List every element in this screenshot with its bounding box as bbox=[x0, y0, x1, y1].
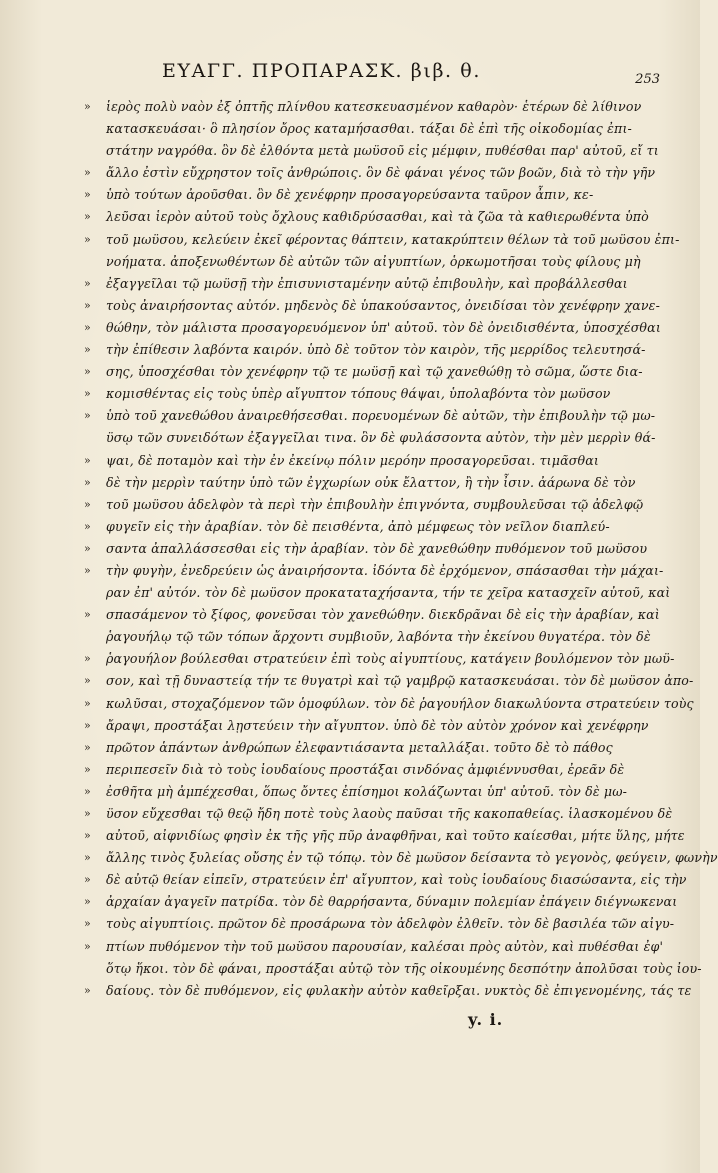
quotation-marker: » bbox=[84, 519, 91, 533]
text-line bbox=[84, 472, 636, 494]
quotation-marker: » bbox=[84, 563, 91, 577]
text-line bbox=[84, 295, 660, 317]
quotation-marker: » bbox=[84, 807, 91, 820]
body-text bbox=[84, 96, 718, 1002]
quotation-marker: » bbox=[84, 784, 91, 798]
text-line bbox=[84, 803, 673, 825]
line-text: αὐτοῦ, αἰφνιδίως φησὶν ἐκ τῆς γῆς πῦρ ἀναφθῆναι, καὶ τοῦτο καίεσθαι, μήτε ὕλης, μήτε bbox=[106, 828, 685, 844]
quotation-marker: » bbox=[84, 740, 91, 754]
line-text: ἱερὸς πολὺ ναὸν ἐξ ὀπτῆς πλίνθου κατεσκευασμένον καθαρὸν· ἑτέρων δὲ λίθινον bbox=[106, 99, 642, 114]
quotation-marker: » bbox=[84, 475, 91, 489]
line-text: σαντα ἀπαλλάσσεσθαι εἰς τὴν ἀραβίαν. τὸν δὲ χανεθώθην πυθόμενον τοῦ μωϋσου bbox=[106, 540, 648, 556]
text-line bbox=[84, 538, 648, 560]
quotation-marker: » bbox=[84, 983, 91, 997]
quotation-marker: » bbox=[84, 608, 91, 622]
text-line bbox=[84, 847, 718, 869]
line-text: σον, καὶ τῇ δυναστείᾳ τήν τε θυγατρὶ καὶ τῷ γαμβρῷ κατασκευάσαι. τὸν δὲ μωϋσον ἀπο- bbox=[106, 673, 694, 689]
line-text: νοήματα. ἀποξενωθέντων δὲ αὐτῶν τῶν αἰγυπτίων, ὁρκωμοτῆσαι τοὺς φίλους μὴ bbox=[106, 253, 641, 269]
text-line bbox=[84, 825, 685, 847]
text-line bbox=[84, 604, 660, 626]
text-line bbox=[84, 494, 644, 516]
text-line bbox=[84, 339, 646, 361]
line-text: τὴν ἐπίθεσιν λαβόντα καιρόν. ὑπὸ δὲ τοῦτον τὸν καιρὸν, τῆς μερρίδος τελευτησά- bbox=[106, 342, 646, 358]
line-text: στάτην ναγρόθα. ὃν δὲ ἐλθόντα μετὰ μωϋσοῦ εἰς μέμφιν, πυθέσθαι παρ' αὐτοῦ, εἴ τι bbox=[106, 143, 659, 159]
quotation-marker: » bbox=[84, 497, 91, 511]
text-line bbox=[84, 737, 613, 759]
line-text: δὲ τὴν μερρὶν ταύτην ὑπὸ τῶν ἐγχωρίων οὐκ ἔλαττον, ἢ τὴν ἶσιν. ἀάρωνα δὲ τὸν bbox=[106, 474, 636, 490]
running-head-title: ΕΥΑΓΓ. ΠΡΟΠΑΡΑΣΚ. βιβ. θ. bbox=[162, 60, 481, 82]
text-line bbox=[84, 450, 599, 472]
text-line bbox=[84, 251, 641, 273]
quotation-marker: » bbox=[84, 873, 91, 887]
quotation-marker: » bbox=[84, 210, 91, 224]
quotation-marker: » bbox=[84, 851, 91, 865]
text-line bbox=[84, 206, 649, 228]
line-text: δὲ αὐτῷ θείαν εἰπεῖν, στρατεύειν ἐπ' αἴγυπτον, καὶ τοὺς ἰουδαίους διασώσαντα, εἰς τὴν bbox=[106, 872, 687, 888]
quotation-marker: » bbox=[84, 453, 91, 467]
line-text: τοῦ μωϋσου, κελεύειν ἐκεῖ φέροντας θάπτειν, κατακρύπτειν θέλων τὰ τοῦ μωϋσου ἐπι- bbox=[106, 231, 680, 247]
text-line bbox=[84, 693, 694, 715]
line-text: τοῦ μωϋσου ἀδελφὸν τὰ περὶ τὴν ἐπιβουλὴν ἐπιγνόντα, συμβουλεῦσαι τῷ ἀδελφῷ bbox=[106, 496, 644, 512]
running-head bbox=[80, 58, 680, 88]
line-text: ἐσθῆτα μὴ ἀμπέχεσθαι, ὅπως ὄντες ἐπίσημοι κολάζωνται ὑπ' αὐτοῦ. τὸν δὲ μω- bbox=[106, 783, 628, 799]
text-line bbox=[84, 715, 649, 737]
quotation-marker: » bbox=[84, 652, 91, 666]
line-text: φυγεῖν εἰς τὴν ἀραβίαν. τὸν δὲ πεισθέντα, ἀπὸ μέμφεως τὸν νεῖλον διαπλεύ- bbox=[106, 518, 610, 534]
quotation-marker: » bbox=[84, 696, 91, 710]
text-line bbox=[84, 781, 628, 803]
quotation-marker: » bbox=[84, 762, 91, 776]
text-line bbox=[84, 405, 656, 427]
line-text: ἐξαγγεῖλαι τῷ μωϋσῇ τὴν ἐπισυνισταμένην αὐτῷ ἐπιβουλὴν, καὶ προβάλλεσθαι bbox=[106, 275, 628, 291]
text-line bbox=[84, 516, 610, 538]
text-line bbox=[84, 626, 651, 648]
quotation-marker: » bbox=[84, 298, 91, 312]
quotation-marker: » bbox=[84, 917, 91, 931]
line-text: πρῶτον ἁπάντων ἀνθρώπων ἐλεφαντιάσαντα μεταλλάξαι. τοῦτο δὲ τὸ πάθος bbox=[106, 739, 613, 755]
line-text: τὴν φυγὴν, ἐνεδρεύειν ὡς ἀναιρήσοντα. ἰδόντα δὲ ἐρχόμενον, σπάσασθαι τὴν μάχαι- bbox=[106, 562, 664, 578]
text-line bbox=[84, 162, 656, 184]
line-text: περιπεσεῖν διὰ τὸ τοὺς ἰουδαίους προστάξαι σινδόνας ἀμφιέννυσθαι, ἐρεᾶν δὲ bbox=[106, 761, 625, 777]
line-text: ὑπὸ τούτων ἀροῦσθαι. ὃν δὲ χενέφρην προσαγορεύσαντα ταῦρον ἆπιν, κε- bbox=[106, 187, 594, 203]
text-line bbox=[84, 936, 664, 958]
quotation-marker: » bbox=[84, 232, 91, 246]
text-line bbox=[84, 891, 678, 913]
line-text: ὑπὸ τοῦ χανεθώθου ἀναιρεθήσεσθαι. πορευομένων δὲ αὐτῶν, τὴν ἐπιβουλὴν τῷ μω- bbox=[106, 408, 656, 424]
text-line bbox=[84, 582, 671, 604]
line-text: θώθην, τὸν μάλιστα προσαγορευόμενον ὑπ' αὐτοῦ. τὸν δὲ ὀνειδισθέντα, ὑποσχέσθαι bbox=[106, 319, 661, 335]
quotation-marker: » bbox=[84, 166, 91, 180]
quotation-marker: » bbox=[84, 320, 91, 334]
quotation-marker: » bbox=[84, 387, 91, 401]
line-text: λεῦσαι ἱερὸν αὐτοῦ τοὺς ὄχλους καθιδρύσασθαι, καὶ τὰ ζῶα τὰ καθιερωθέντα ὑπὸ bbox=[106, 209, 649, 225]
quotation-marker: » bbox=[84, 829, 91, 843]
line-text: σης, ὑποσχέσθαι τὸν χενέφρην τῷ τε μωϋσῇ καὶ τῷ χανεθώθῃ τὸ σῶμα, ὥστε δια- bbox=[106, 364, 643, 380]
text-line bbox=[84, 118, 632, 140]
quotation-marker: » bbox=[84, 100, 91, 113]
page-number: 253 bbox=[635, 72, 660, 87]
line-text: πτίων πυθόμενον τὴν τοῦ μωϋσου παρουσίαν, καλέσαι πρὸς αὐτὸν, καὶ πυθέσθαι ἐφ' bbox=[106, 938, 664, 954]
line-text: ἄλλο ἐστὶν εὔχρηστον τοῖς ἀνθρώποις. ὃν δὲ φάναι γένος τῶν βοῶν, διὰ τὸ τὴν γῆν bbox=[106, 165, 656, 181]
text-line bbox=[84, 383, 611, 405]
quotation-marker: » bbox=[84, 895, 91, 909]
line-text: ἄραψι, προστάξαι λῃστεύειν τὴν αἴγυπτον. ὑπὸ δὲ τὸν αὐτὸν χρόνον καὶ χενέφρην bbox=[106, 717, 649, 733]
line-text: κατασκευάσαι· ὃ πλησίον ὄρος καταμήσασθαι. τάξαι δὲ ἐπὶ τῆς οἰκοδομίας ἐπι- bbox=[106, 121, 632, 137]
quotation-marker: » bbox=[84, 343, 91, 357]
quotation-marker: » bbox=[84, 276, 91, 290]
text-line bbox=[84, 913, 675, 935]
line-text: ῥαγουήλον βούλεσθαι στρατεύειν ἐπὶ τοὺς αἰγυπτίους, κατάγειν βουλόμενον τὸν μωϋ- bbox=[106, 651, 675, 667]
quotation-marker: » bbox=[84, 674, 91, 688]
text-line bbox=[84, 361, 643, 383]
quotation-marker: » bbox=[84, 409, 91, 423]
text-line bbox=[84, 317, 661, 339]
line-text: ἄλλης τινὸς ξυλείας οὔσης ἐν τῷ τόπῳ. τὸν δὲ μωϋσον δείσαντα τὸ γεγονὸς, φεύγειν, φωνὴν bbox=[106, 850, 718, 866]
quotation-marker: » bbox=[84, 939, 91, 953]
text-line bbox=[84, 759, 625, 781]
line-text: τοὺς ἀναιρήσοντας αὐτόν. μηδενὸς δὲ ὑπακούσαντος, ὀνειδίσαι τὸν χενέφρην χανε- bbox=[106, 297, 660, 313]
quotation-marker: » bbox=[84, 365, 91, 379]
line-text: δαίους. τὸν δὲ πυθόμενον, εἰς φυλακὴν αὐτὸν καθεῖρξαι. νυκτὸς δὲ ἐπιγενομένης, τάς τε bbox=[106, 982, 692, 998]
text-line bbox=[84, 670, 694, 692]
text-line bbox=[84, 869, 687, 891]
line-text: ραν ἐπ' αὐτόν. τὸν δὲ μωϋσον προκαταταχήσαντα, τήν τε χεῖρα κατασχεῖν αὐτοῦ, καὶ bbox=[106, 585, 671, 601]
text-line bbox=[84, 958, 702, 980]
quotation-marker: » bbox=[84, 541, 91, 555]
text-line bbox=[84, 427, 656, 449]
text-line bbox=[84, 140, 659, 162]
line-text: κομισθέντας εἰς τοὺς ὑπὲρ αἴγυπτον τόπους θάψαι, ὑπολαβόντα τὸν μωϋσον bbox=[106, 386, 611, 402]
line-text: ὅτῳ ἥκοι. τὸν δὲ φάναι, προστάξαι αὐτῷ τὸν τῆς οἰκουμένης δεσπότην ἀπολῦσαι τοὺς ἰου- bbox=[106, 960, 702, 976]
text-line bbox=[84, 648, 675, 670]
line-text: ψαι, δὲ ποταμὸν καὶ τὴν ἐν ἐκείνῳ πόλιν μερόην προσαγορεῦσαι. τιμᾶσθαι bbox=[106, 452, 599, 468]
line-text: τοὺς αἰγυπτίοις. πρῶτον δὲ προσάρωνα τὸν ἀδελφὸν ἐλθεῖν. τὸν δὲ βασιλέα τῶν αἰγυ- bbox=[106, 916, 675, 932]
text-line bbox=[84, 184, 594, 206]
quotation-marker: » bbox=[84, 718, 91, 732]
quotation-marker: » bbox=[84, 188, 91, 202]
line-text: σπασάμενον τὸ ξίφος, φονεῦσαι τὸν χανεθώθην. διεκδρᾶναι δὲ εἰς τὴν ἀραβίαν, καὶ bbox=[106, 607, 660, 623]
line-text: ϋσον εὔχεσθαι τῷ θεῷ ἤδη ποτὲ τοὺς λαοὺς παῦσαι τῆς κακοπαθείας. ἱλασκομένου δὲ bbox=[106, 806, 673, 821]
text-line bbox=[84, 229, 680, 251]
text-line bbox=[84, 96, 642, 118]
line-text: ϋσῳ τῶν συνειδότων ἐξαγγεῖλαι τινα. ὃν δὲ φυλάσσοντα αὐτὸν, τὴν μὲν μερρὶν θά- bbox=[106, 430, 656, 446]
line-text: κωλῦσαι, στοχαζόμενον τῶν ὁμοφύλων. τὸν δὲ ῥαγουήλον διακωλύοντα στρατεύειν τοὺς bbox=[106, 695, 694, 711]
line-text: ῥαγουήλῳ τῷ τῶν τόπων ἄρχοντι συμβιοῦν, λαβόντα τὴν ἐκείνου θυγατέρα. τὸν δὲ bbox=[106, 629, 651, 645]
text-line bbox=[84, 273, 628, 295]
text-line bbox=[84, 560, 664, 582]
signature-mark: y. i. bbox=[468, 1010, 504, 1029]
text-line bbox=[84, 980, 692, 1002]
line-text: ἀρχαίαν ἀγαγεῖν πατρίδα. τὸν δὲ θαρρήσαντα, δύναμιν πολεμίαν ἐπάγειν διέγνωκεναι bbox=[106, 894, 678, 910]
